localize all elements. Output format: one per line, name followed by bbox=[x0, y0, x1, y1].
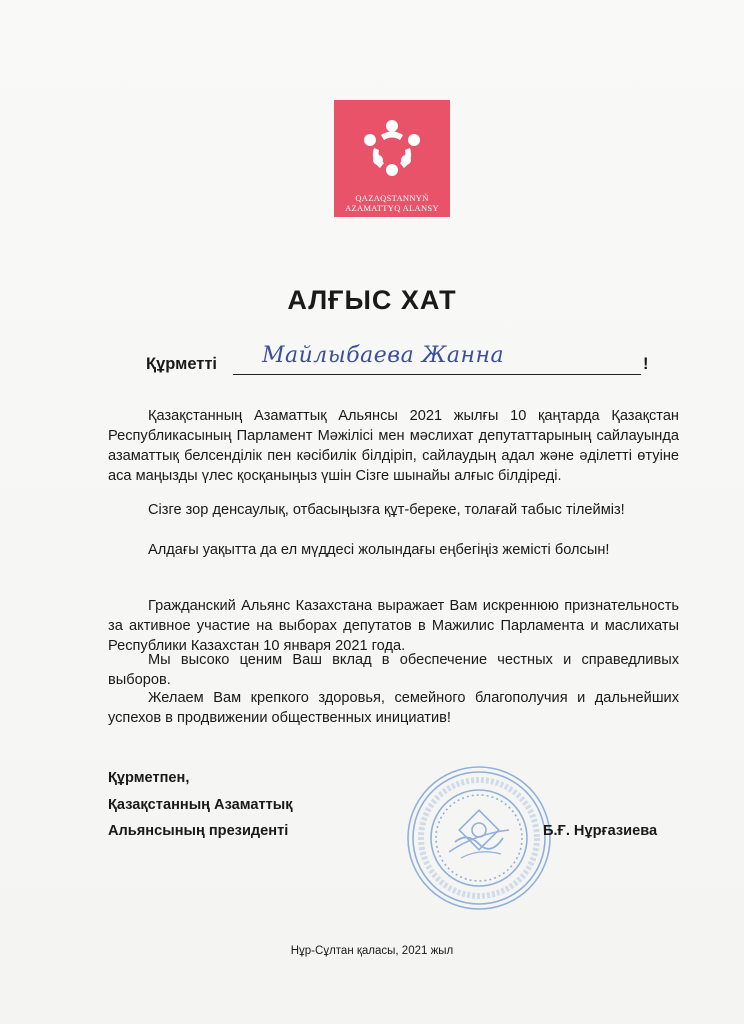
logo-text-line2: AZAMATTYQ ALANSY bbox=[345, 203, 439, 213]
alliance-logo bbox=[334, 100, 450, 217]
salutation-label: Құрметті bbox=[146, 355, 218, 373]
russian-paragraph-3: Желаем Вам крепкого здоровья, семейного благополучия и дальнейших успехов в продвижении общественных инициатив! bbox=[108, 690, 679, 726]
russian-paragraph-2: Мы высоко ценим Ваш вклад в обеспечение честных и справедливых выборов. bbox=[108, 652, 679, 688]
letter-title: АЛҒЫС ХАТ bbox=[287, 285, 457, 315]
logo-text-line1: QAZAQSTANNYŃ bbox=[355, 193, 429, 203]
place-and-year: Нұр-Сұлтан қаласы, 2021 жыл bbox=[290, 945, 454, 957]
kazakh-paragraph-1: Қазақстанның Азаматтық Альянсы 2021 жылғы 10 қаңтарда Қазақстан Республикасының Парламент Мәжілісі мен мәслихат депутаттарының сайлауында азаматтық белсенділік пен кәсібилік білдіріп, сайлаудың адал және әділетті өтуіне аса маңызды үлес қосқаныңыз үшін Сізге шынайы алғыс білдіреді. bbox=[108, 408, 679, 484]
kazakh-paragraph-2: Сізге зор денсаулық, отбасыңызға құт-береке, толағай табыс тілейміз! bbox=[148, 502, 625, 518]
russian-paragraph-1: Гражданский Альянс Казахстана выражает Вам искреннюю признательность за активное участие на выборах депутатов в Мажилис Парламента и маслихаты Республики Казахстан 10 января 2021 года. bbox=[108, 598, 679, 654]
closing-line-2: Қазақстанның Азаматтық bbox=[108, 797, 293, 813]
official-seal bbox=[405, 764, 553, 912]
seal-icon bbox=[405, 764, 553, 912]
closing-line-1: Құрметпен, bbox=[108, 770, 190, 786]
recipient-name: Майлыбаева Жанна bbox=[262, 343, 505, 368]
salutation-underline bbox=[233, 374, 641, 375]
president-name: Б.Ғ. Нұрғазиева bbox=[543, 823, 658, 839]
salutation-exclamation: ! bbox=[643, 355, 649, 373]
kazakh-paragraph-3: Алдағы уақытта да ел мүддесі жолындағы еңбегіңіз жемісті болсын! bbox=[148, 542, 610, 558]
alliance-emblem-icon bbox=[334, 100, 450, 195]
closing-line-3: Альянсының президенті bbox=[108, 823, 289, 839]
